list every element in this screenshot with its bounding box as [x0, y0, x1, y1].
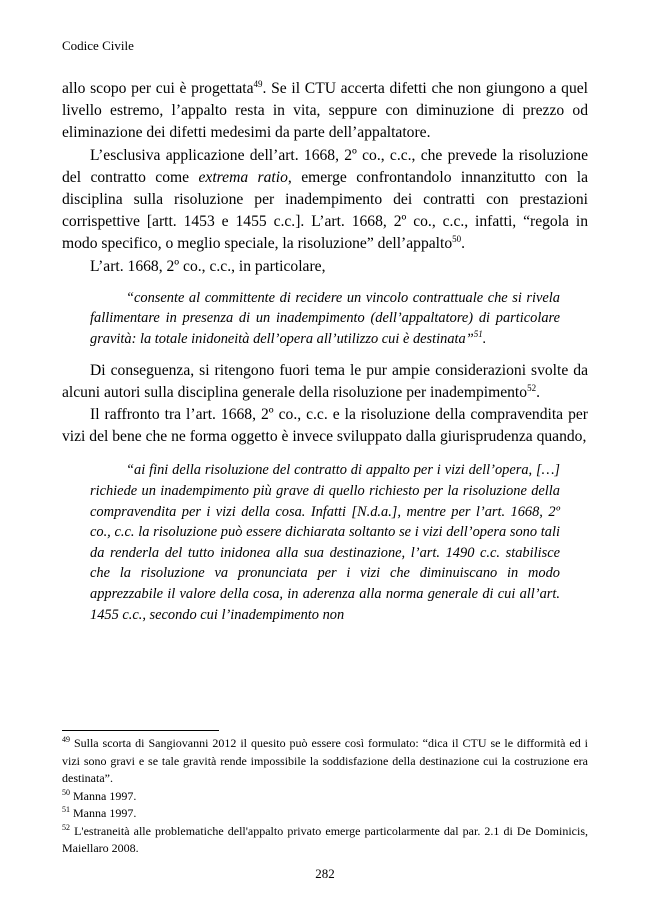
footnote-number: 50 [62, 787, 70, 797]
footnote-ref-49[interactable]: 49 [253, 78, 263, 89]
footnote-ref-52[interactable]: 52 [527, 382, 537, 393]
footnote-text: Manna 1997. [70, 788, 137, 803]
block-quote-2: “ai fini della risoluzione del contratto di appalto per i vizi dell’opera, […] richiede un inadempimento più grave di quello richiesto per la risoluzione della compravendita per i vizi della cosa. Infatti [N.d.a.], mentre per l’art. 1668, 2º co., c.c. la risoluzione può essere dichiarata soltanto se i vizi dell’opera sono tali da renderla del tutto inidonea alla sua destinazione, l’art. 1490 c.c. stabilisce che la risoluzione va pronunciata per i vizi che diminuiscano in modo apprezzabile il valore della cosa, in aderenza alla norma generale di cui all’art. 1455 c.c., secondo cui l’inadempimento non [90, 462, 560, 623]
footnote-ref-50[interactable]: 50 [452, 234, 462, 245]
paragraph-4-text-a: Di conseguenza, si ritengono fuori tema le pur ampie considerazioni svolte da alcuni autori sulla disciplina generale della risoluzione per inadempimento [62, 361, 588, 401]
page-number: 282 [315, 866, 335, 881]
paragraph-2-text-a: L’esclusiva applicazione dell’art. 1668, 2º co., c.c., che prevede la risoluzione del contratto come [62, 146, 588, 186]
paragraph-5: Il raffronto tra l’art. 1668, 2º co., c.c. e la risoluzione della compravendita per vizi del bene che ne forma oggetto è invece sviluppato dalla giurisprudenza quando, [62, 406, 588, 446]
paragraph-2-emphasis: extrema ratio [198, 168, 288, 186]
footnote-number: 52 [62, 822, 70, 832]
block-quote-1-end: . [482, 331, 487, 348]
paragraph-2-text-c: . [461, 235, 466, 253]
footnote-49 [62, 735, 588, 788]
paragraph-4-text-b: . [536, 383, 540, 401]
paragraph-1-text-b: . Se il CTU accerta difetti che non giungono a quel livello estremo, l’appalto resta in vita, seppure con diminuzione di prezzo od eliminazione dei difetti medesimi da parte dell’appaltatore. [62, 80, 588, 142]
running-header: Codice Civile [62, 38, 134, 53]
paragraph-1-text-a: allo scopo per cui è progettata [62, 80, 254, 97]
paragraph-4 [62, 360, 588, 404]
footnotes [62, 735, 588, 858]
footnote-52 [62, 823, 588, 858]
footnote-51 [62, 805, 588, 823]
main-text [62, 78, 588, 635]
paragraph-2 [62, 145, 588, 256]
footnote-ref-51[interactable]: 51 [473, 329, 483, 340]
footnote-number: 49 [62, 735, 70, 744]
footnote-text: L'estraneità alle problematiche dell'appalto privato emerge particolarmente dal par. 2.1 di De Dominicis, Maiellaro 2008. [62, 823, 588, 855]
footnote-50 [62, 788, 588, 806]
paragraph-3: L’art. 1668, 2º co., c.c., in particolare, [90, 257, 326, 275]
footnote-text: Sulla scorta di Sangiovanni 2012 il quesito può essere così formulato: “dica il CTU se le difformità ed i vizi sono gravi e se tale gravità rende impossibile la soddisfazione della destinazione cui la costruzione era destinata”. [62, 736, 588, 785]
block-quote-1 [90, 288, 560, 350]
footnote-separator [62, 730, 219, 731]
paragraph-2-text-b: , emerge confrontandolo innanzitutto con la disciplina sulla risoluzione per inadempimento dei contratti con prestazioni corrispettive [artt. 1453 e 1455 c.c.]. L’art. 1668, 2º co., c.c., infatti, “regola in modo specifico, o meglio speciale, la risoluzione” dell’appalto [62, 168, 588, 253]
paragraph-1 [62, 78, 588, 145]
footnote-number: 51 [62, 805, 70, 814]
block-quote-1-text: “consente al committente di recidere un vincolo contrattuale che si rivela fallimentare in presenza di un inadempimento (dell’appaltatore) di particolare gravità: la totale inidoneità dell’opera all’utilizzo cui è destinata” [90, 289, 560, 348]
footnote-text: Manna 1997. [70, 806, 137, 820]
